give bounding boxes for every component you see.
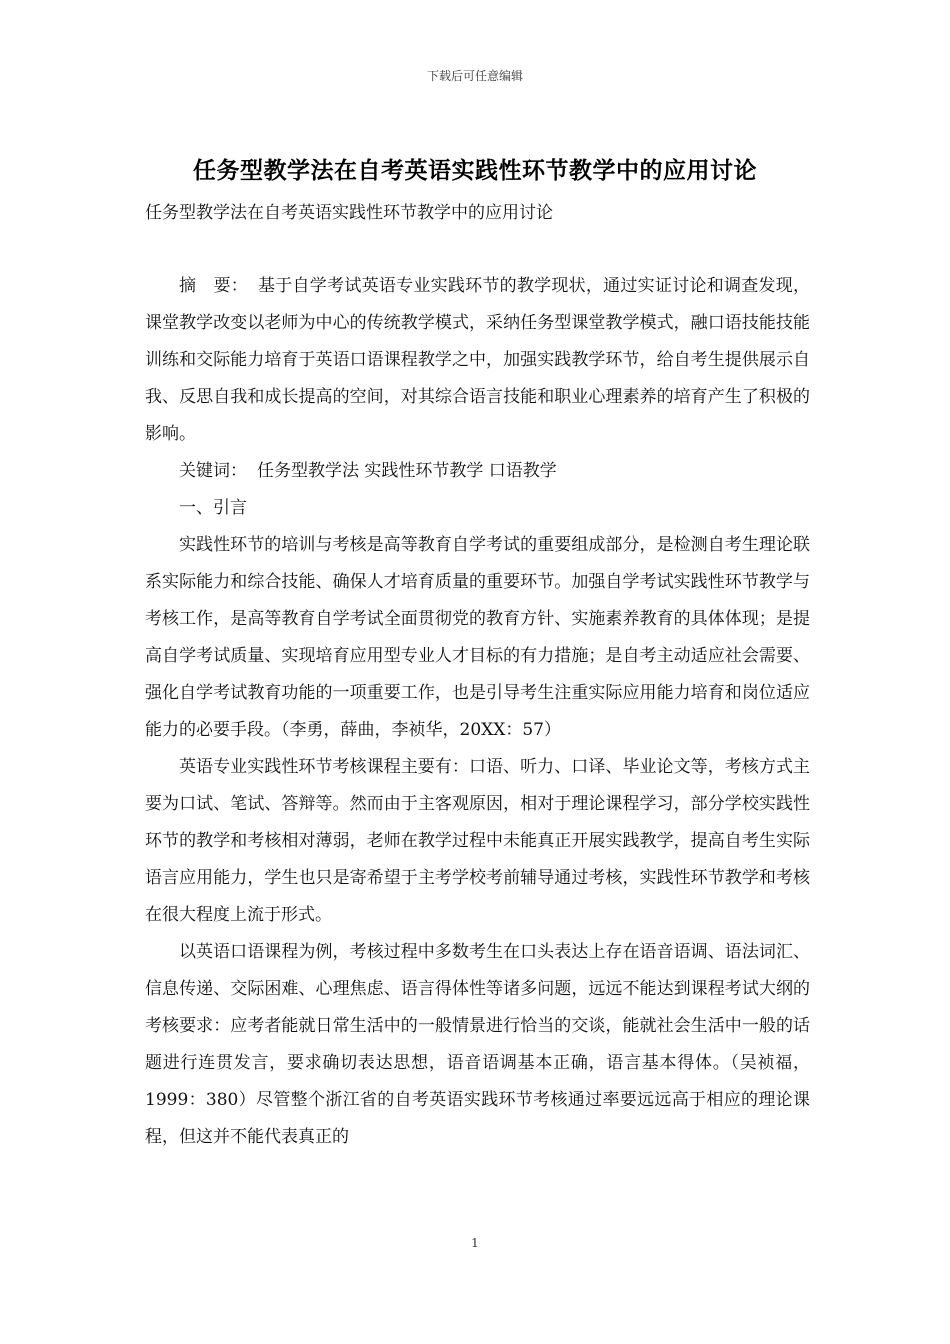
abstract-paragraph — [145, 268, 810, 453]
keywords-paragraph — [145, 453, 810, 490]
section-heading: 一、引言 — [179, 498, 247, 518]
document-subtitle: 任务型教学法在自考英语实践性环节教学中的应用讨论 — [145, 203, 553, 223]
body-paragraph: 以英语口语课程为例，考核过程中多数考生在口头表达上存在语音语调、语法词汇、信息传递、交际困难、心理焦虑、语言得体性等诸多问题，远远不能达到课程考试大纲的考核要求：应考者能就日常生活中的一般情景进行恰当的交谈，能就社会生活中一般的话题进行连贯发言，要求确切表达思想，语音语调基本正确，语言基本得体。（吴祯福，1999：380）尽管整个浙江省的自考英语实践环节考核通过率要远远高于相应的理论课程，但这并不能代表真正的 — [145, 942, 810, 1147]
document-title: 任务型教学法在自考英语实践性环节教学中的应用讨论 — [193, 157, 757, 184]
body-paragraph: 英语专业实践性环节考核课程主要有：口语、听力、口译、毕业论文等，考核方式主要为口试、笔试、答辩等。然而由于主客观原因，相对于理论课程学习，部分学校实践性环节的教学和考核相对薄弱，老师在教学过程中未能真正开展实践教学，提高自考生实际语言应用能力，学生也只是寄希望于主考学校考前辅导通过考核，实践性环节教学和考核在很大程度上流于形式。 — [145, 757, 810, 925]
abstract-text: 基于自学考试英语专业实践环节的教学现状，通过实证讨论和调查发现，课堂教学改变以老师为中心的传统教学模式，采纳任务型课堂教学模式，融口语技能技能训练和交际能力培育于英语口语课程教学之中，加强实践教学环节，给自考生提供展示自我、反思自我和成长提高的空间，对其综合语言技能和职业心理素养的培育产生了积极的影响。 — [145, 276, 811, 444]
page-number: 1 — [471, 1236, 479, 1250]
abstract-label: 摘 要： — [179, 276, 249, 296]
keywords-label: 关键词： — [179, 461, 247, 481]
body-paragraph: 实践性环节的培训与考核是高等教育自学考试的重要组成部分，是检测自考生理论联系实际能力和综合技能、确保人才培育质量的重要环节。加强自学考试实践性环节教学与考核工作，是高等教育自学考试全面贯彻党的教育方针、实施素养教育的具体体现；是提高自学考试质量、实现培育应用型专业人才目标的有力措施；是自考主动适应社会需要、强化自学考试教育功能的一项重要工作，也是引导考生注重实际应用能力培育和岗位适应能力的必要手段。（李勇，薛曲，李祯华，20XX：57） — [145, 535, 810, 740]
header-note: 下载后可任意编辑 — [426, 69, 523, 83]
keywords-text: 任务型教学法 实践性环节教学 口语教学 — [257, 461, 557, 481]
document-body — [145, 268, 810, 1156]
